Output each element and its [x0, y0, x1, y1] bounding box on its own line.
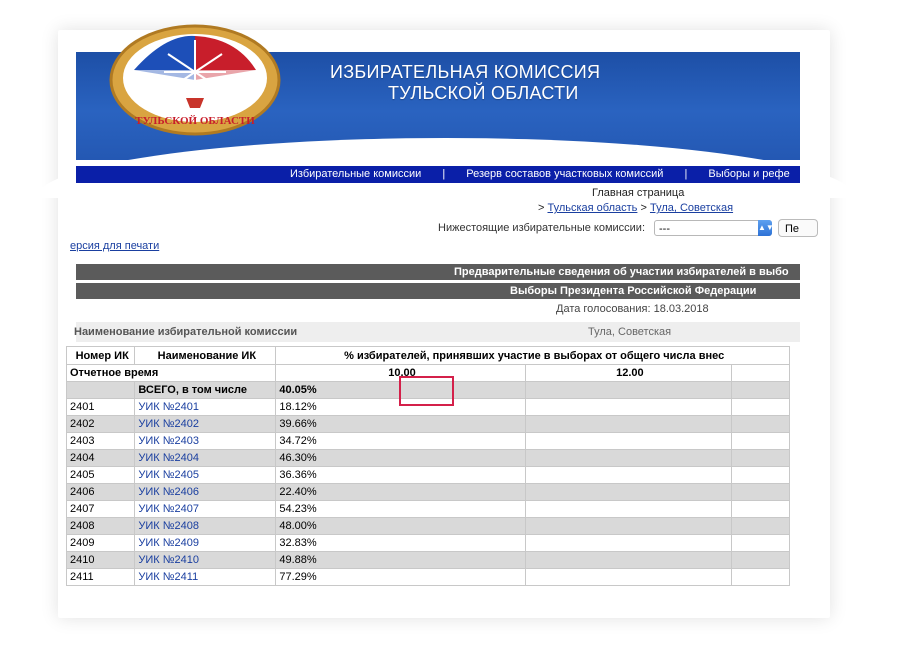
cell-rest [732, 467, 790, 484]
table-row [67, 450, 790, 467]
svg-text:ТУЛЬСКОЙ ОБЛАСТИ: ТУЛЬСКОЙ ОБЛАСТИ [135, 115, 255, 127]
header-num: Номер ИК [67, 347, 135, 365]
home-link[interactable]: Главная страница [592, 187, 685, 199]
cell-num: 2411 [67, 569, 135, 586]
table-header-row [67, 347, 790, 365]
cell-name [135, 552, 276, 569]
print-button[interactable]: Пе [778, 219, 818, 237]
header-name: Наименование ИК [135, 347, 276, 365]
cell-12 [525, 433, 732, 450]
turnout-table [66, 346, 790, 586]
uik-link[interactable]: УИК №2404 [138, 452, 200, 464]
election-name: Выборы Президента Российской Федерации [510, 285, 757, 297]
cell-12 [525, 450, 732, 467]
cell-num: 2404 [67, 450, 135, 467]
uik-link[interactable]: УИК №2401 [138, 401, 200, 413]
cell-rest [732, 535, 790, 552]
cell-num: 2405 [67, 467, 135, 484]
uik-link[interactable]: УИК №2407 [138, 503, 200, 515]
breadcrumb-sep: > [538, 202, 548, 214]
cell-value: 34.72% [276, 433, 525, 450]
cell-name [135, 450, 276, 467]
lower-commissions-value: --- [659, 223, 670, 235]
table-row [67, 535, 790, 552]
vote-date [556, 303, 709, 315]
table-row [67, 484, 790, 501]
cell-rest [732, 518, 790, 535]
cell-12 [525, 535, 732, 552]
cell-name [135, 484, 276, 501]
header-pct: % избирателей, принявших участие в выборах от общего числа внес [276, 347, 790, 365]
commission-value: Тула, Советская [588, 326, 672, 338]
table-row [67, 569, 790, 586]
cell-12 [525, 501, 732, 518]
cell-rest [732, 552, 790, 569]
table-row [67, 433, 790, 450]
total-num [67, 382, 135, 399]
report-title-bar [76, 264, 800, 280]
cell-name [135, 535, 276, 552]
table-row [67, 501, 790, 518]
table-row [67, 552, 790, 569]
commission-logo [106, 24, 284, 136]
breadcrumb [538, 202, 733, 214]
cell-num: 2409 [67, 535, 135, 552]
cell-rest [732, 399, 790, 416]
commission-label: Наименование избирательной комиссии [74, 326, 298, 338]
cell-num: 2406 [67, 484, 135, 501]
nav-item-commissions[interactable]: Избирательные комиссии [290, 168, 422, 180]
cell-name [135, 416, 276, 433]
select-arrow-icon: ▲▼ [758, 220, 772, 236]
cell-name [135, 518, 276, 535]
time-label: Отчетное время [67, 365, 276, 382]
election-bar [76, 283, 800, 299]
cell-num: 2402 [67, 416, 135, 433]
cell-12 [525, 399, 732, 416]
time-empty [732, 365, 790, 382]
uik-link[interactable]: УИК №2402 [138, 418, 200, 430]
cell-value: 49.88% [276, 552, 525, 569]
uik-link[interactable]: УИК №2409 [138, 537, 200, 549]
print-version-link[interactable]: ерсия для печати [70, 240, 160, 252]
table-row [67, 518, 790, 535]
cell-12 [525, 416, 732, 433]
nav-item-reserve[interactable]: Резерв составов участковых комиссий [466, 168, 664, 180]
cell-12 [525, 467, 732, 484]
vote-date-label: Дата голосования: [556, 303, 651, 315]
total-value: 40.05% [276, 382, 525, 399]
cell-rest [732, 501, 790, 518]
breadcrumb-region[interactable]: Тульская область [547, 202, 638, 214]
cell-value: 46.30% [276, 450, 525, 467]
vote-date-value: 18.03.2018 [653, 303, 709, 315]
nav-separator: | [442, 168, 446, 180]
cell-value: 36.36% [276, 467, 525, 484]
uik-link[interactable]: УИК №2403 [138, 435, 200, 447]
cell-name [135, 501, 276, 518]
uik-link[interactable]: УИК №2410 [138, 554, 200, 566]
nav-item-elections[interactable]: Выборы и рефе [708, 168, 790, 180]
total-rest [732, 382, 790, 399]
table-row [67, 399, 790, 416]
lower-commissions-select[interactable] [654, 220, 772, 236]
uik-link[interactable]: УИК №2405 [138, 469, 200, 481]
total-label: ВСЕГО, в том числе [135, 382, 276, 399]
commission-row [76, 322, 800, 342]
cell-name [135, 467, 276, 484]
cell-value: 54.23% [276, 501, 525, 518]
cell-12 [525, 569, 732, 586]
cell-12 [525, 552, 732, 569]
lower-commissions-label: Нижестоящие избирательные комиссии: [438, 222, 646, 234]
cell-value: 22.40% [276, 484, 525, 501]
site-title-line2: ТУЛЬСКОЙ ОБЛАСТИ [388, 83, 579, 103]
table-row [67, 467, 790, 484]
report-title: Предварительные сведения об участии избирателей в выбо [454, 266, 789, 278]
uik-link[interactable]: УИК №2408 [138, 520, 200, 532]
site-title-line1: ИЗБИРАТЕЛЬНАЯ КОМИССИЯ [330, 62, 601, 82]
uik-link[interactable]: УИК №2406 [138, 486, 200, 498]
cell-rest [732, 433, 790, 450]
cell-value: 77.29% [276, 569, 525, 586]
cell-12 [525, 484, 732, 501]
time-12: 12.00 [525, 365, 732, 382]
breadcrumb-district[interactable]: Тула, Советская [649, 202, 734, 214]
header-banner [76, 52, 800, 160]
uik-link[interactable]: УИК №2411 [138, 571, 199, 583]
cell-num: 2407 [67, 501, 135, 518]
breadcrumb-sep: > [637, 202, 650, 214]
cell-value: 39.66% [276, 416, 525, 433]
cell-rest [732, 416, 790, 433]
cell-rest [732, 569, 790, 586]
cell-value: 18.12% [276, 399, 525, 416]
cell-num: 2408 [67, 518, 135, 535]
cell-num: 2401 [67, 399, 135, 416]
cell-name [135, 433, 276, 450]
cell-rest [732, 484, 790, 501]
cell-value: 32.83% [276, 535, 525, 552]
table-row [67, 416, 790, 433]
cell-num: 2410 [67, 552, 135, 569]
time-10: 10.00 [276, 365, 525, 382]
cell-num: 2403 [67, 433, 135, 450]
time-row [67, 365, 790, 382]
cell-name [135, 399, 276, 416]
cell-rest [732, 450, 790, 467]
top-nav [76, 166, 800, 183]
cell-name [135, 569, 276, 586]
cell-12 [525, 518, 732, 535]
browser-viewport [70, 52, 800, 598]
emblem-icon [106, 24, 284, 136]
nav-separator: | [684, 168, 688, 180]
cell-value: 48.00% [276, 518, 525, 535]
total-row [67, 382, 790, 399]
site-title [330, 62, 600, 104]
total-12 [525, 382, 732, 399]
